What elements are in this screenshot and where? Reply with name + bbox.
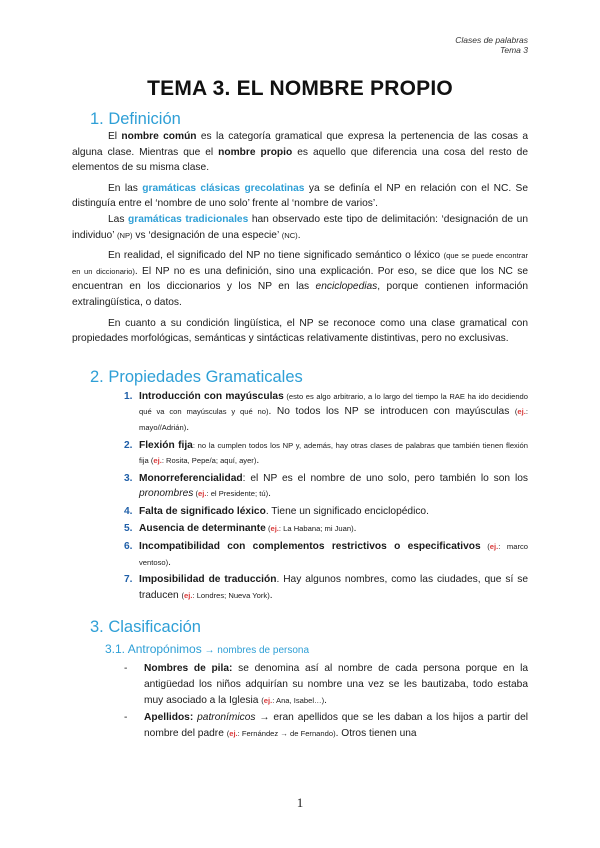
text-run: vs ‘designación de una especie’ (132, 229, 282, 241)
paragraph-gramaticas-clasicas (72, 181, 528, 212)
text-run: han observado este tipo de delimitación: ‘designación de un individuo’ (72, 213, 528, 241)
text-run: . (297, 229, 301, 241)
text-run: . Otros tienen una (335, 727, 417, 739)
antroponimos-list (72, 661, 528, 741)
small-note: ( (181, 590, 185, 600)
emphasis-patronimicos: patronímicos (193, 712, 256, 724)
text-run: . Tiene un significado enciclopédico. (265, 505, 429, 517)
text-run: es la categoría gramatical que expresa la pertenencia de las cosas a alguna clase. Mientras que el (72, 131, 528, 158)
list-item (72, 572, 528, 603)
page-title: TEMA 3. EL NOMBRE PROPIO (147, 77, 453, 100)
document-body (72, 109, 528, 741)
header-topic: Tema 3 (499, 45, 528, 55)
list-number: 4. (124, 505, 133, 517)
small-note: (esto es algo arbitrario, a lo largo del tiempo la RAE ha ido decidiendo qué va con mayúsculas y qué no) (139, 391, 528, 417)
example-text: : Londres; Nueva York) (192, 590, 270, 600)
text-run: es aquello que diferencia una cosa del resto de elementos de su misma clase. (72, 146, 528, 174)
list-item (72, 389, 528, 436)
example-text: : La Habana; mi Juan) (278, 524, 354, 534)
item-title: Imposibilidad de traducción (139, 574, 277, 586)
section-heading-propiedades: 2. Propiedades Gramaticales (90, 367, 303, 386)
example-label: ej. (263, 695, 273, 705)
example-text: : mayo//Adrián) (139, 407, 528, 432)
example-text: : Rosita, Pepe/a; aquí, ayer) (161, 456, 257, 466)
example-label: ej. (184, 590, 193, 600)
text-run: En realidad, el significado del NP no tiene significado semántico o léxico (108, 250, 444, 262)
text-run: . Hay algunos nombres, como las ciudades, que sí se traducen (139, 574, 528, 601)
example-label: ej. (198, 489, 207, 499)
dash-bullet: - (124, 663, 128, 675)
text-run: : el NP es el nombre de uno solo, pero también lo son los (242, 472, 528, 484)
paragraph-gramaticas-tradicionales (72, 212, 528, 243)
list-number: 6. (124, 541, 133, 553)
list-number: 7. (124, 574, 133, 586)
small-note: ( (193, 489, 199, 499)
item-title: Falta de significado léxico (139, 505, 266, 517)
subsection-heading-antroponimos (105, 641, 528, 659)
emphasis-enciclopedias: enciclopedias (315, 281, 378, 293)
item-title: Flexión fija (139, 439, 193, 451)
item-title: Ausencia de determinante (139, 523, 266, 535)
item-title: Apellidos: (144, 712, 194, 724)
example-label: ej. (229, 728, 238, 738)
emphasis-pronombres: pronombres (139, 488, 194, 500)
item-title: Introducción con mayúsculas (139, 390, 284, 402)
list-item (72, 710, 528, 741)
subsection-description: nombres de persona (217, 645, 310, 657)
example-text: : marco ventoso) (139, 542, 528, 567)
list-item (72, 471, 528, 502)
text-run: . (353, 523, 357, 535)
text-run: → eran apellidos que se les daban a los hijos a partir del nombre del padre (144, 712, 529, 739)
running-header (455, 35, 528, 55)
text-run: ya se definía el NP en relación con el NC. Se distinguía entre el ‘nombre de uno solo’ frente al ‘nombre de varios’. (72, 182, 528, 210)
term-nombre-comun: nombre común (121, 131, 197, 142)
section-heading-clasificacion: 3. Clasificación (90, 618, 201, 637)
small-note: : no la cumplen todos los NP y, además, hay otras clases de palabras que también tienen flexión fija ( (139, 440, 528, 466)
small-note: (que se puede encontrar en un diccionario) (72, 251, 528, 276)
text-run: . (186, 421, 190, 433)
text-run: . No todos los NP se introducen con mayúsculas (268, 406, 515, 418)
list-number: 5. (124, 523, 133, 535)
list-number: 3. (124, 472, 133, 484)
example-text: : Ana, Isabel…) (272, 695, 325, 705)
item-title: Nombres de pila: (144, 663, 233, 675)
list-item (72, 661, 528, 708)
small-note: ( (226, 728, 230, 738)
example-label: ej. (489, 542, 499, 552)
small-note: (NC) (281, 230, 298, 240)
arrow-icon: → (201, 645, 218, 657)
section-heading-definicion: 1. Definición (90, 110, 181, 128)
list-item (72, 504, 528, 520)
small-note: ( (261, 695, 264, 705)
paragraph-condicion-linguistica: En cuanto a su condición lingüística, el NP se reconoce como una clase gramatical con propiedades morfológicas, semánticas y sintácticas relativamente distintivas, pero no exclusivas. (72, 317, 528, 345)
text-run: . (168, 556, 171, 568)
header-subject: Clases de palabras (455, 35, 528, 45)
highlight-gramaticas-tradicionales: gramáticas tradicionales (128, 213, 249, 225)
highlight-gramaticas-clasicas: gramáticas clásicas grecolatinas (142, 182, 305, 194)
item-title: Incompatibilidad con complementos restrictivos o especificativos (139, 541, 481, 553)
subsection-label: 3.1. Antropónimos (105, 642, 202, 657)
term-nombre-propio: nombre propio (218, 146, 293, 158)
example-label: ej. (153, 456, 162, 466)
text-run: , porque contienen información extralingüística, o datos. (72, 281, 528, 308)
text-run: . (269, 589, 273, 601)
text-run: se denomina así al nombre de cada persona porque en la antigüedad los niños adquirían su nombre una vez se les bautizaba, todo estaba muy asociado a la Iglesia (144, 663, 529, 706)
example-text: : Fernández → de Fernando) (237, 728, 336, 738)
list-number: 1. (124, 390, 133, 402)
list-item (72, 438, 528, 469)
small-note: (NP) (116, 230, 133, 240)
small-note: ( (480, 542, 490, 552)
list-number: 2. (124, 439, 133, 451)
dash-bullet: - (124, 712, 128, 724)
text-run: En las (108, 182, 143, 194)
example-label: ej. (270, 524, 279, 534)
text-run: . (268, 488, 271, 500)
small-note: ( (514, 407, 518, 417)
text-run: Las (108, 213, 129, 225)
item-title: Monorreferencialidad (139, 472, 243, 484)
paragraph-nombre-comun (72, 129, 528, 176)
text-run: . (256, 455, 260, 467)
example-text: : el Presidente; tú) (206, 489, 269, 499)
example-label: ej. (517, 407, 526, 417)
list-item (72, 521, 528, 537)
text-run: . El NP no es una definición, sino una explicación. Por eso, se dice que los NC se encuentran en los diccionarios y los NP en las (72, 265, 528, 293)
list-item (72, 539, 528, 570)
text-run: . (324, 694, 327, 706)
paragraph-significado (72, 248, 528, 310)
properties-list (72, 389, 528, 604)
small-note: ( (265, 524, 271, 534)
text-run: El (108, 131, 122, 142)
page-number: 1 (296, 795, 304, 810)
